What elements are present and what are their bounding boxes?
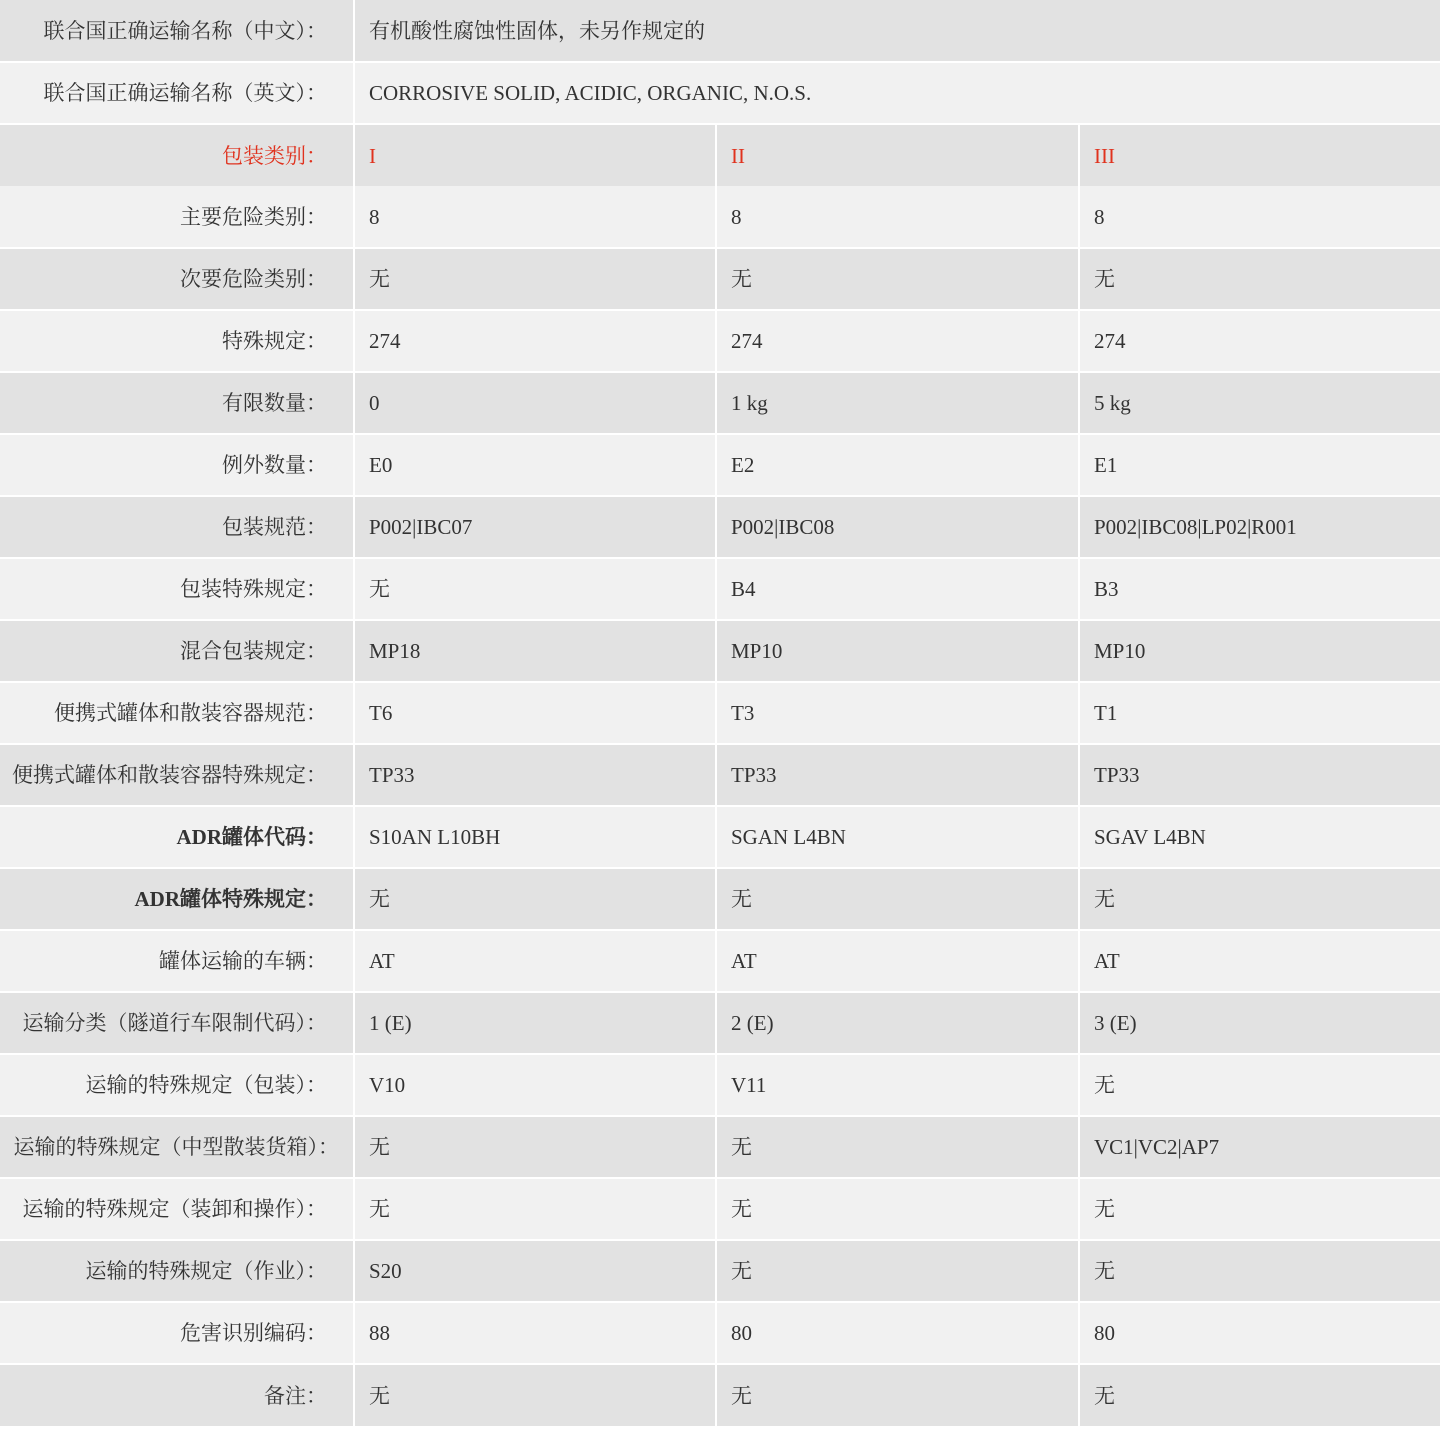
row-label: 主要危险类别： xyxy=(0,186,354,248)
row-value-pg2: SGAN L4BN xyxy=(716,806,1079,868)
table-row xyxy=(0,1302,1440,1364)
row-value-pg2: 无 xyxy=(716,248,1079,310)
table-row xyxy=(0,496,1440,558)
table-row xyxy=(0,992,1440,1054)
row-value-pg2: E2 xyxy=(716,434,1079,496)
row-value-pg3: B3 xyxy=(1079,558,1440,620)
row-label: 运输的特殊规定（装卸和操作）： xyxy=(0,1178,354,1240)
row-label: 有限数量： xyxy=(0,372,354,434)
row-label: 便携式罐体和散装容器特殊规定： xyxy=(0,744,354,806)
row-value-pg2: 无 xyxy=(716,1240,1079,1302)
table-row xyxy=(0,682,1440,744)
row-value-pg1: 1 (E) xyxy=(354,992,716,1054)
row-value-pg3: E1 xyxy=(1079,434,1440,496)
row-value-pg1: 无 xyxy=(354,868,716,930)
table-row xyxy=(0,434,1440,496)
row-value-pg2: AT xyxy=(716,930,1079,992)
row-value-pg3: SGAV L4BN xyxy=(1079,806,1440,868)
table-row xyxy=(0,1240,1440,1302)
row-label: 例外数量： xyxy=(0,434,354,496)
row-value-pg3: MP10 xyxy=(1079,620,1440,682)
table-row xyxy=(0,558,1440,620)
spec-rows xyxy=(0,186,1440,1426)
table-row-packing-group xyxy=(0,124,1440,186)
row-value-pg2: 8 xyxy=(716,186,1079,248)
table-row-un-name-en xyxy=(0,62,1440,124)
row-label: 联合国正确运输名称（中文）： xyxy=(0,0,354,62)
row-value-pg1: 8 xyxy=(354,186,716,248)
row-value-pg1: 0 xyxy=(354,372,716,434)
row-value-pg3: 8 xyxy=(1079,186,1440,248)
row-value-pg1: 88 xyxy=(354,1302,716,1364)
row-label: 罐体运输的车辆： xyxy=(0,930,354,992)
table-row xyxy=(0,372,1440,434)
row-value-pg1: 无 xyxy=(354,558,716,620)
table-row xyxy=(0,248,1440,310)
row-value-pg1: AT xyxy=(354,930,716,992)
row-value-pg1: S10AN L10BH xyxy=(354,806,716,868)
row-value-pg1: E0 xyxy=(354,434,716,496)
row-value-pg3: AT xyxy=(1079,930,1440,992)
row-label: ADR罐体代码： xyxy=(0,806,354,868)
row-value-pg3: 无 xyxy=(1079,248,1440,310)
row-value-pg1: T6 xyxy=(354,682,716,744)
row-label: 联合国正确运输名称（英文）： xyxy=(0,62,354,124)
un-name-en-value: CORROSIVE SOLID, ACIDIC, ORGANIC, N.O.S. xyxy=(354,62,1440,124)
row-value-pg2: P002|IBC08 xyxy=(716,496,1079,558)
table-row xyxy=(0,1364,1440,1426)
row-label: 备注： xyxy=(0,1364,354,1426)
row-value-pg3: 无 xyxy=(1079,1054,1440,1116)
row-value-pg3: TP33 xyxy=(1079,744,1440,806)
row-value-pg2: 1 kg xyxy=(716,372,1079,434)
table-row xyxy=(0,310,1440,372)
table-row xyxy=(0,868,1440,930)
row-label: 运输的特殊规定（包装）： xyxy=(0,1054,354,1116)
row-value-pg1: V10 xyxy=(354,1054,716,1116)
row-value-pg1: P002|IBC07 xyxy=(354,496,716,558)
table-row xyxy=(0,806,1440,868)
row-value-pg1: MP18 xyxy=(354,620,716,682)
row-value-pg1: 无 xyxy=(354,248,716,310)
table-row xyxy=(0,186,1440,248)
row-value-pg2: MP10 xyxy=(716,620,1079,682)
row-value-pg2: V11 xyxy=(716,1054,1079,1116)
row-label: 次要危险类别： xyxy=(0,248,354,310)
row-label: ADR罐体特殊规定： xyxy=(0,868,354,930)
row-value-pg1: 无 xyxy=(354,1116,716,1178)
row-value-pg2: TP33 xyxy=(716,744,1079,806)
row-label: 运输分类（隧道行车限制代码）： xyxy=(0,992,354,1054)
row-value-pg3: 274 xyxy=(1079,310,1440,372)
row-label: 运输的特殊规定（中型散装货箱）： xyxy=(0,1116,354,1178)
row-label: 包装特殊规定： xyxy=(0,558,354,620)
row-label: 便携式罐体和散装容器规范： xyxy=(0,682,354,744)
packing-group-label: 包装类别： xyxy=(0,124,354,186)
table-row xyxy=(0,620,1440,682)
packing-group-ii: II xyxy=(716,124,1079,186)
row-value-pg1: 无 xyxy=(354,1364,716,1426)
row-value-pg3: 无 xyxy=(1079,1178,1440,1240)
packing-group-i: I xyxy=(354,124,716,186)
row-label: 包装规范： xyxy=(0,496,354,558)
row-value-pg1: 274 xyxy=(354,310,716,372)
row-label: 混合包装规定： xyxy=(0,620,354,682)
table-row xyxy=(0,1054,1440,1116)
packing-group-iii: III xyxy=(1079,124,1440,186)
row-value-pg2: 2 (E) xyxy=(716,992,1079,1054)
row-value-pg3: 无 xyxy=(1079,868,1440,930)
table-row-un-name-cn xyxy=(0,0,1440,62)
un-name-cn-value: 有机酸性腐蚀性固体，未另作规定的 xyxy=(354,0,1440,62)
row-value-pg1: 无 xyxy=(354,1178,716,1240)
row-label: 运输的特殊规定（作业）： xyxy=(0,1240,354,1302)
row-value-pg2: B4 xyxy=(716,558,1079,620)
table-row xyxy=(0,1178,1440,1240)
row-value-pg1: S20 xyxy=(354,1240,716,1302)
row-value-pg1: TP33 xyxy=(354,744,716,806)
row-value-pg3: 无 xyxy=(1079,1240,1440,1302)
row-value-pg3: P002|IBC08|LP02|R001 xyxy=(1079,496,1440,558)
row-value-pg3: 80 xyxy=(1079,1302,1440,1364)
row-value-pg2: 无 xyxy=(716,1116,1079,1178)
row-label: 危害识别编码： xyxy=(0,1302,354,1364)
row-value-pg2: 无 xyxy=(716,1178,1079,1240)
table-row xyxy=(0,930,1440,992)
row-value-pg2: T3 xyxy=(716,682,1079,744)
row-value-pg2: 274 xyxy=(716,310,1079,372)
row-value-pg3: 5 kg xyxy=(1079,372,1440,434)
row-value-pg3: 3 (E) xyxy=(1079,992,1440,1054)
row-value-pg3: VC1|VC2|AP7 xyxy=(1079,1116,1440,1178)
table-row xyxy=(0,1116,1440,1178)
row-value-pg3: 无 xyxy=(1079,1364,1440,1426)
table-row xyxy=(0,744,1440,806)
row-label: 特殊规定： xyxy=(0,310,354,372)
row-value-pg2: 80 xyxy=(716,1302,1079,1364)
row-value-pg2: 无 xyxy=(716,868,1079,930)
row-value-pg2: 无 xyxy=(716,1364,1079,1426)
row-value-pg3: T1 xyxy=(1079,682,1440,744)
